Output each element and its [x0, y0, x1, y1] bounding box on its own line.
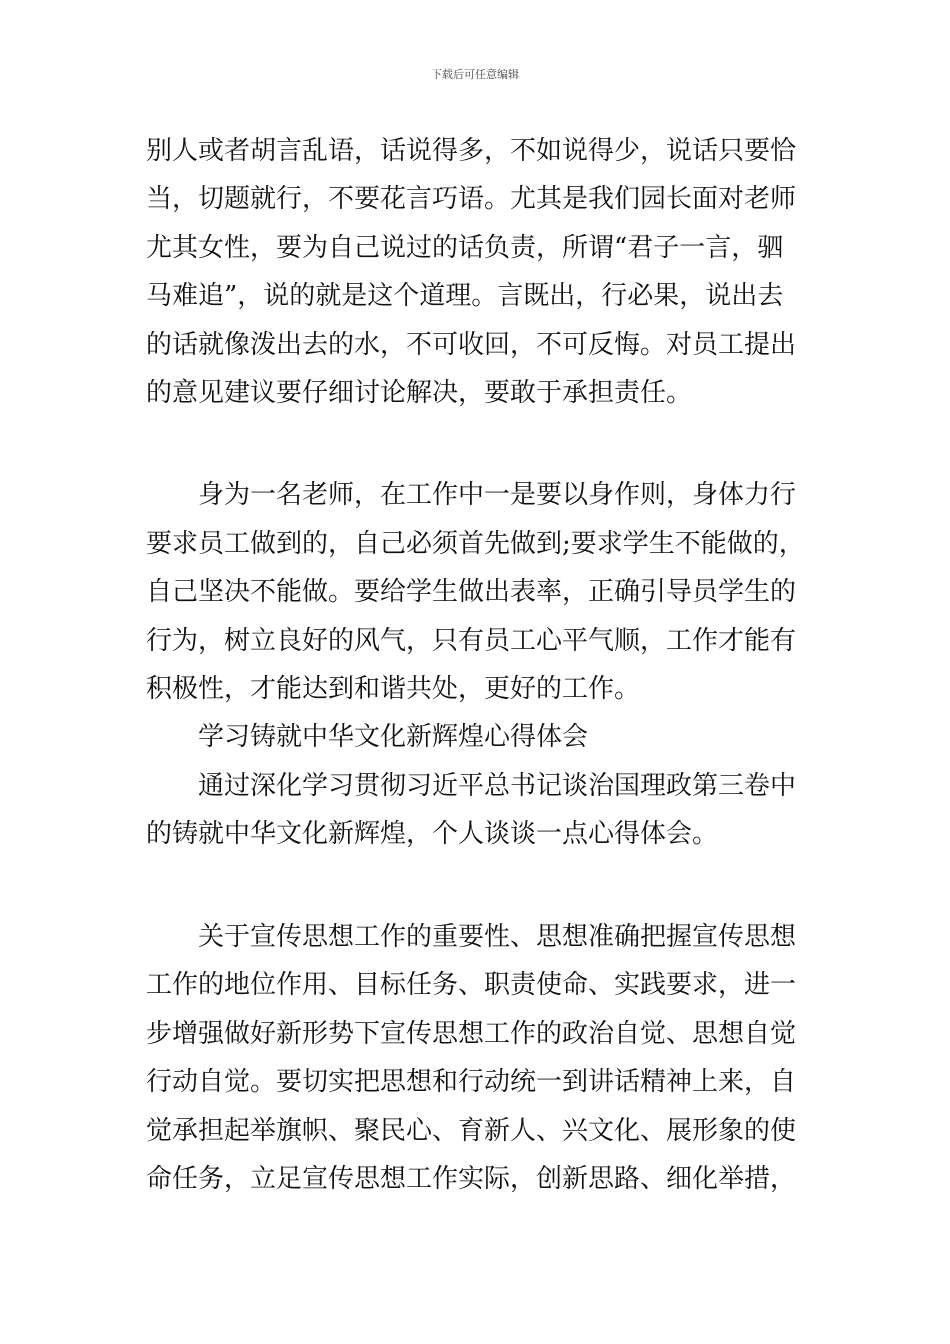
- paragraph-first-line: 身为一名老师，在工作中一是要以身作则，身体力行: [198, 480, 797, 510]
- text-line: 步增强做好新形势下宣传思想工作的政治自觉、思想自觉: [146, 1019, 797, 1049]
- text-line: 的话就像泼出去的水，不可收回，不可反悔。对员工提出: [146, 330, 797, 360]
- paragraph-first-line: 通过深化学习贯彻习近平总书记谈治国理政第三卷中: [198, 771, 797, 801]
- text-line: 尤其女性，要为自己说过的话负责，所谓“君子一言，驷: [146, 233, 784, 263]
- text-line: 积极性，才能达到和谐共处，更好的工作。: [146, 674, 641, 704]
- text-line: 当，切题就行，不要花言巧语。尤其是我们园长面对老师: [146, 184, 797, 214]
- paragraph-first-line: 关于宣传思想工作的重要性、思想准确把握宣传思想: [198, 922, 797, 952]
- text-line: 行动自觉。要切实把思想和行动统一到讲话精神上来，自: [146, 1067, 797, 1097]
- text-line: 的意见建议要仔细讨论解决，要敢于承担责任。: [146, 378, 693, 408]
- text-line: 觉承担起举旗帜、聚民心、育新人、兴文化、展形象的使: [146, 1116, 797, 1146]
- text-line: 要求员工做到的，自己必须首先做到;要求学生不能做的，: [146, 529, 805, 559]
- text-line: 行为，树立良好的风气，只有员工心平气顺，工作才能有: [146, 626, 797, 656]
- section-title: 学习铸就中华文化新辉煌心得体会: [198, 722, 589, 752]
- text-line: 命任务，立足宣传思想工作实际，创新思路、细化举措，: [146, 1164, 797, 1194]
- text-line: 马难追”，说的就是这个道理。言既出，行必果，说出去: [146, 281, 784, 311]
- text-line: 的铸就中华文化新辉煌，个人谈谈一点心得体会。: [146, 819, 719, 849]
- text-line: 自己坚决不能做。要给学生做出表率，正确引导员学生的: [146, 577, 797, 607]
- page-header: 下载后可任意编辑: [431, 68, 519, 81]
- text-line: 别人或者胡言乱语，话说得多，不如说得少，说话只要恰: [146, 136, 797, 166]
- text-line: 工作的地位作用、目标任务、职责使命、实践要求，进一: [146, 970, 797, 1000]
